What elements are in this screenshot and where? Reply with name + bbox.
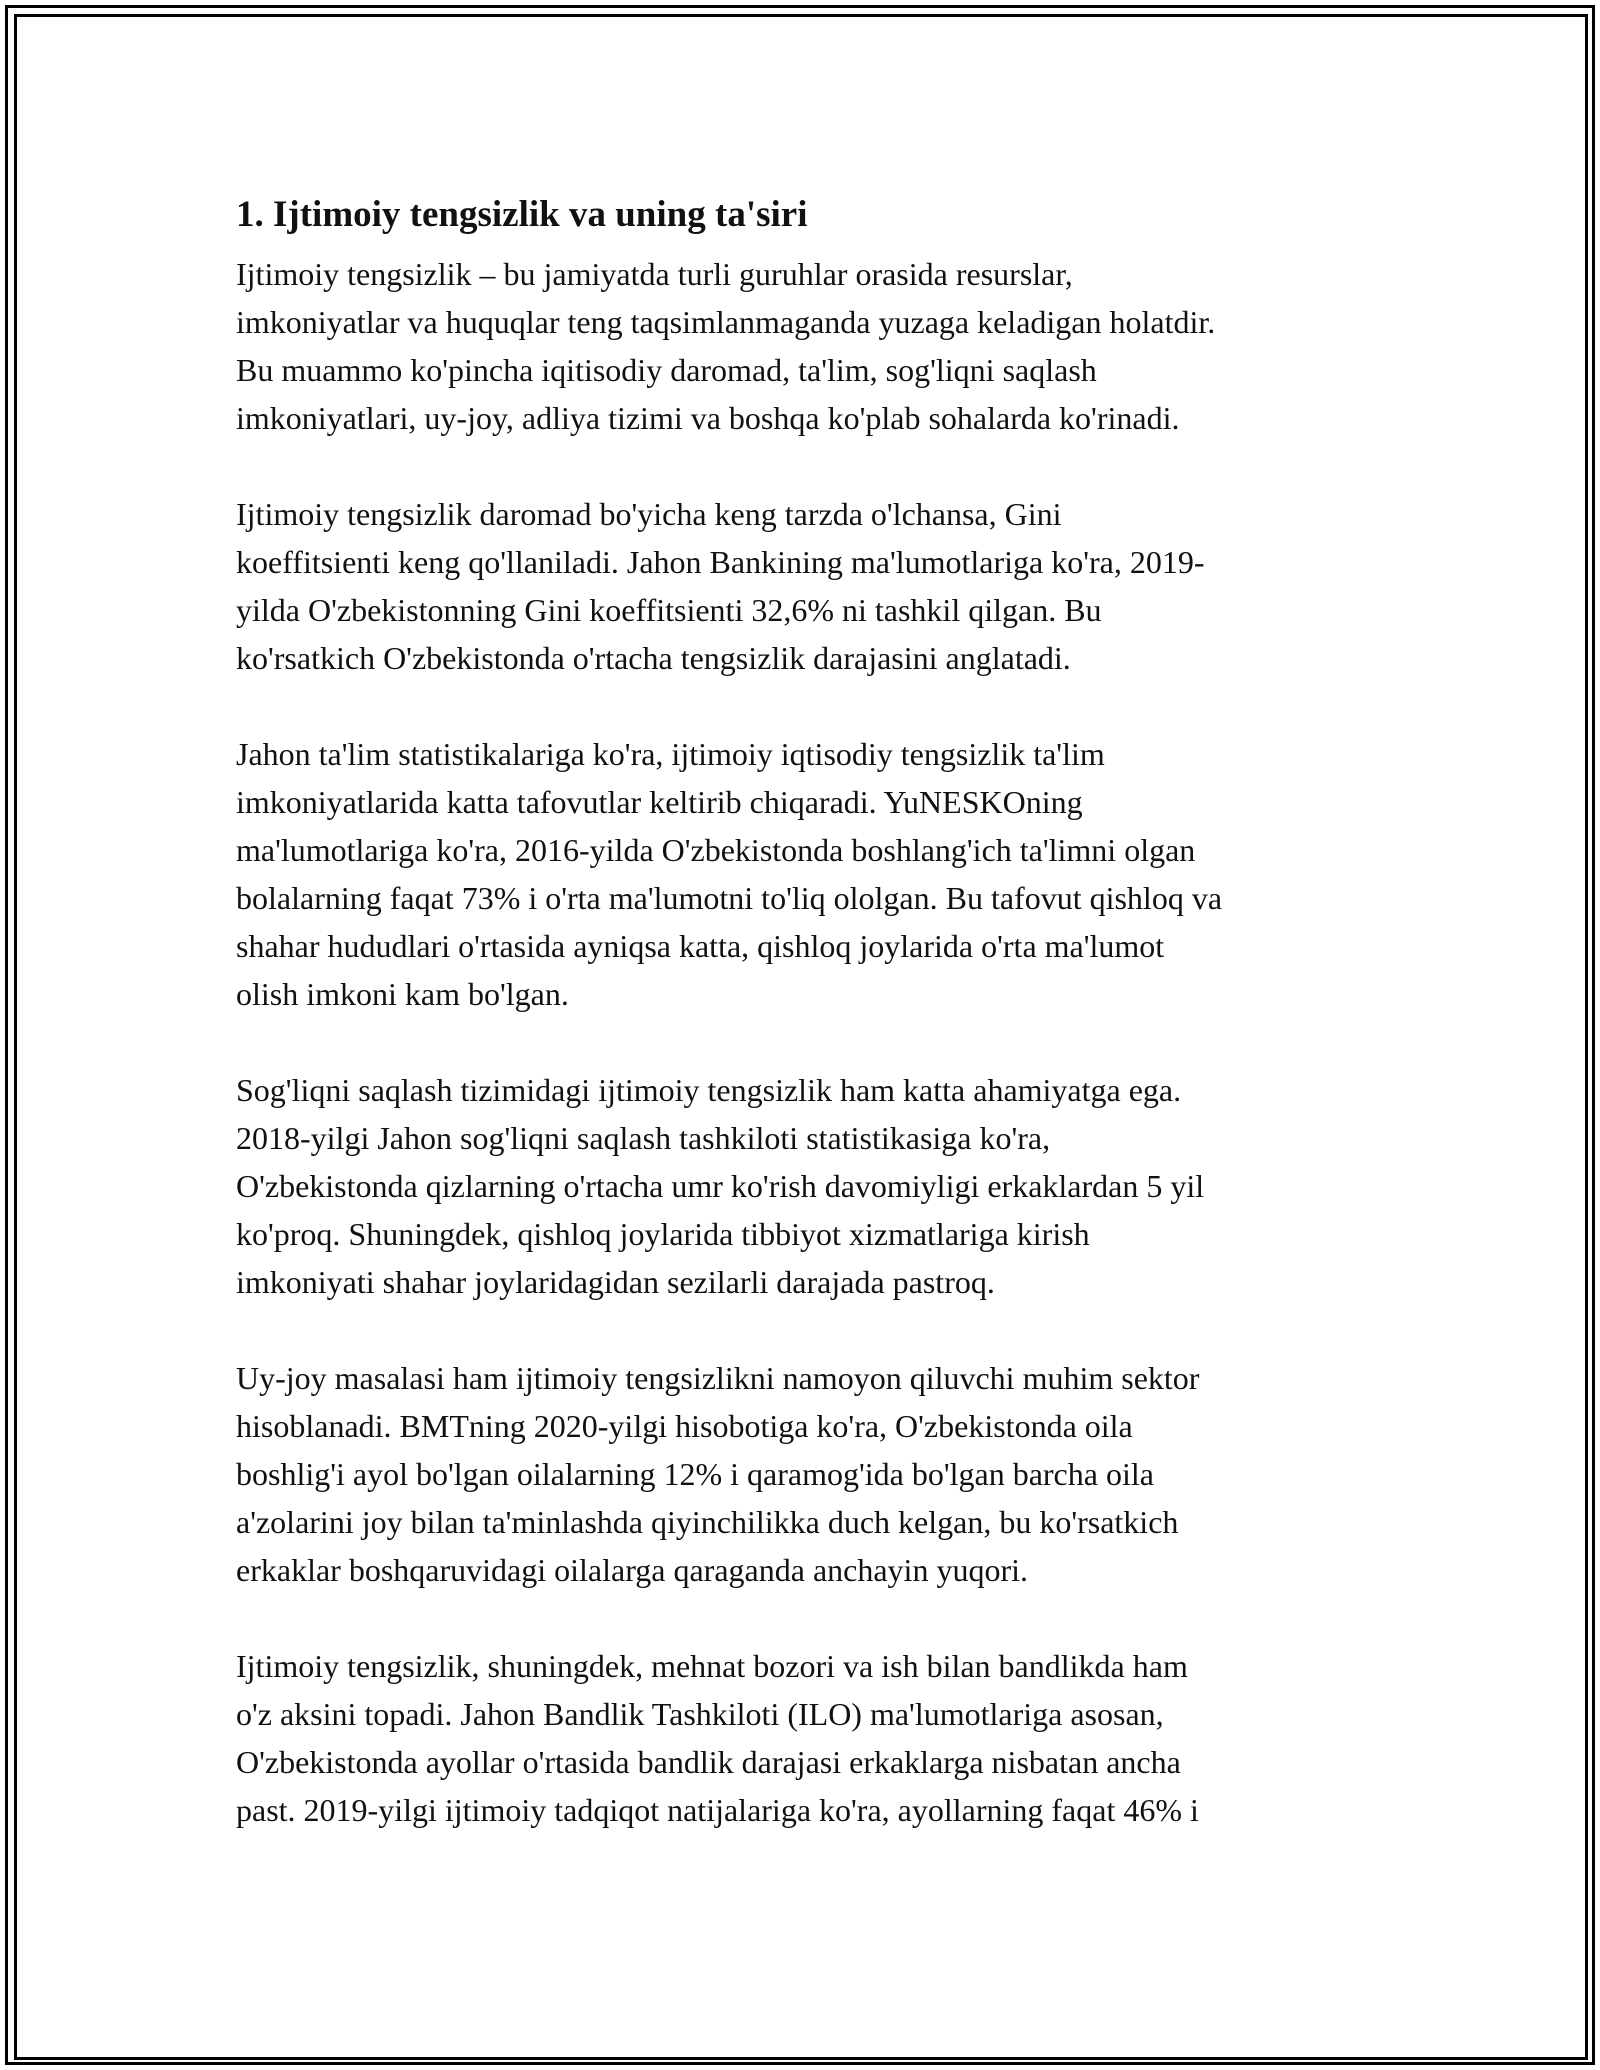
text-line: Uy-joy masalasi ham ijtimoiy tengsizlikni namoyon qiluvchi muhim sektor — [236, 1360, 1200, 1396]
text-line: Jahon ta'lim statistikalariga ko'ra, ijtimoiy iqtisodiy tengsizlik ta'lim — [236, 736, 1105, 772]
text-line: a'zolarini joy bilan ta'minlashda qiyinchilikka duch kelgan, bu ko'rsatkich — [236, 1504, 1179, 1540]
text-line: past. 2019-yilgi ijtimoiy tadqiqot natijalariga ko'ra, ayollarning faqat 46% i — [236, 1792, 1199, 1828]
paragraph — [236, 1642, 1406, 1834]
text-line: erkaklar boshqaruvidagi oilalarga qaraganda anchayin yuqori. — [236, 1552, 1028, 1588]
text-line: 2018-yilgi Jahon sog'liqni saqlash tashkiloti statistikasiga ko'ra, — [236, 1120, 1051, 1156]
paragraph — [236, 1066, 1406, 1306]
text-line: Sog'liqni saqlash tizimidagi ijtimoiy tengsizlik ham katta ahamiyatga ega. — [236, 1072, 1182, 1108]
text-line: shahar hududlari o'rtasida ayniqsa katta, qishloq joylarida o'rta ma'lumot — [236, 928, 1165, 964]
text-line: koeffitsienti keng qo'llaniladi. Jahon Bankining ma'lumotlariga ko'ra, 2019- — [236, 544, 1205, 580]
text-line: ko'rsatkich O'zbekistonda o'rtacha tengsizlik darajasini anglatadi. — [236, 640, 1071, 676]
text-line: o'z aksini topadi. Jahon Bandlik Tashkiloti (ILO) ma'lumotlariga asosan, — [236, 1696, 1164, 1732]
text-line: boshlig'i ayol bo'lgan oilalarning 12% i qaramog'ida bo'lgan barcha oila — [236, 1456, 1154, 1492]
paragraph — [236, 730, 1406, 1018]
text-line: olish imkoni kam bo'lgan. — [236, 976, 569, 1012]
text-line: imkoniyatlarida katta tafovutlar keltirib chiqaradi. YuNESKOning — [236, 784, 1083, 820]
text-line: Bu muammo ko'pincha iqitisodiy daromad, ta'lim, sog'liqni saqlash — [236, 352, 1097, 388]
text-line: ko'proq. Shuningdek, qishloq joylarida tibbiyot xizmatlariga kirish — [236, 1216, 1090, 1252]
paragraph — [236, 490, 1406, 682]
text-line: Ijtimoiy tengsizlik – bu jamiyatda turli guruhlar orasida resurslar, — [236, 256, 1073, 292]
text-line: imkoniyati shahar joylaridagidan sezilarli darajada pastroq. — [236, 1264, 995, 1300]
text-line: bolalarning faqat 73% i o'rta ma'lumotni to'liq ololgan. Bu tafovut qishloq va — [236, 880, 1223, 916]
text-line: O'zbekistonda qizlarning o'rtacha umr ko'rish davomiyligi erkaklardan 5 yil — [236, 1168, 1205, 1204]
paragraph — [236, 250, 1406, 442]
text-line: O'zbekistonda ayollar o'rtasida bandlik darajasi erkaklarga nisbatan ancha — [236, 1744, 1181, 1780]
paragraph-list — [236, 250, 1406, 1834]
text-line: yilda O'zbekistonning Gini koeffitsienti 32,6% ni tashkil qilgan. Bu — [236, 592, 1102, 628]
text-line: hisoblanadi. BMTning 2020-yilgi hisobotiga ko'ra, O'zbekistonda oila — [236, 1408, 1133, 1444]
text-line: ma'lumotlariga ko'ra, 2016-yilda O'zbekistonda boshlang'ich ta'limni olgan — [236, 832, 1196, 868]
text-line: imkoniyatlar va huquqlar teng taqsimlanmaganda yuzaga keladigan holatdir. — [236, 304, 1216, 340]
text-line: Ijtimoiy tengsizlik, shuningdek, mehnat bozori va ish bilan bandlikda ham — [236, 1648, 1188, 1684]
paragraph — [236, 1354, 1406, 1594]
text-line: imkoniyatlari, uy-joy, adliya tizimi va boshqa ko'plab sohalarda ko'rinadi. — [236, 400, 1180, 436]
document-body — [236, 184, 1406, 1882]
section-heading: 1. Ijtimoiy tengsizlik va uning ta'siri — [236, 194, 808, 235]
text-line: Ijtimoiy tengsizlik daromad bo'yicha keng tarzda o'lchansa, Gini — [236, 496, 1062, 532]
